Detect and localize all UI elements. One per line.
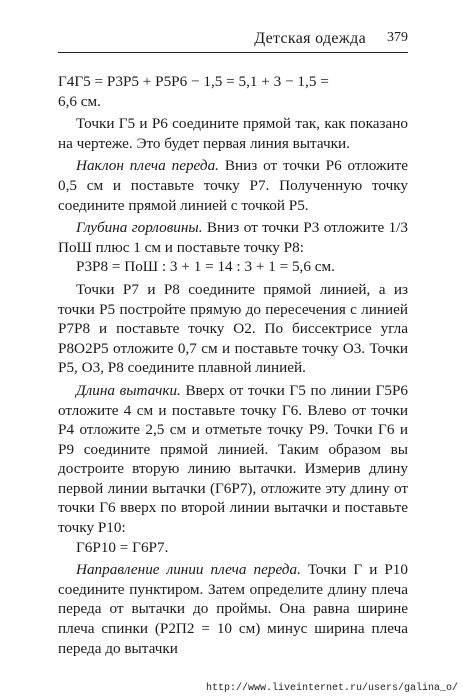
paragraph: [58, 218, 408, 257]
page-body: [58, 72, 408, 658]
paragraph: [58, 560, 408, 658]
paragraph-text: Вниз от точки Р6 отложите 0,5 см и поставьте точку Р7. Полученную точку соедините прямой линией с точкой Р5.: [58, 157, 408, 214]
paragraph-text: Вниз от точки Р3 отложите 1/3 ПоШ плюс 1 см и поставьте точку Р8:: [58, 219, 409, 256]
formula-line: 6,6 см.: [58, 92, 101, 110]
paragraph-lead: Направление линии плеча переда.: [76, 561, 301, 579]
running-header: [58, 26, 408, 53]
paragraph-text: Точки Р7 и Р8 соедините прямой линией, а из точки Р5 постройте прямую до пересечения с линией Р7Р8 и поставьте точку О2. По биссектрисе угла Р8О2Р5 отложите 0,7 см и поставьте точку О3. Точки Р5, О3, Р8 соедините плавной линией.: [58, 280, 408, 377]
source-url: http://www.liveinternet.ru/users/galina_o/: [206, 683, 459, 694]
page-number: 379: [387, 30, 408, 45]
chapter-title: Детская одежда: [254, 30, 366, 47]
formula-line: Р3Р8 = ПоШ : 3 + 1 = 14 : 3 + 1 = 5,6 см.: [76, 258, 335, 276]
paragraph: [58, 381, 408, 538]
paragraph-lead: Глубина горловины.: [76, 219, 203, 237]
paragraph: [58, 114, 408, 153]
paragraph-text: Вверх от точки Г5 по линии Г5Р6 отложите 4 см и поставьте точку Г6. Влево от точки Р4 отложите 2,5 см и отметьте точку Р9. Точки Г6 и Р9 соедините прямой линией. Таким образом вы достроите вторую линию вытачки. Измерив длину первой линии вытачки (Г6Р7), отложите эту длину от точки Г6 вверх по второй линии вытачки и поставьте точку Р10:: [58, 381, 408, 537]
formula-line: Г6Р10 = Г6Р7.: [76, 538, 169, 556]
paragraph: [58, 280, 408, 378]
paragraph-lead: Длина вытачки.: [76, 381, 181, 399]
formula-line: Г4Г5 = Р3Р5 + Р5Р6 − 1,5 = 5,1 + 3 − 1,5 =: [58, 73, 329, 90]
paragraph-lead: Наклон плеча переда.: [76, 157, 219, 175]
paragraph-text: Точки Г и Р10 соедините пунктиром. Затем определите длину плеча переда от вытачки до проймы. Она равна ширине плеча спинки (Р2П2 = 10 см) минус ширина плеча переда до вытачки: [58, 561, 408, 657]
paragraph: [58, 156, 408, 215]
paragraph-text: Точки Г5 и Р6 соедините прямой так, как показано на чертеже. Это будет первая линия вытачки.: [58, 115, 408, 152]
